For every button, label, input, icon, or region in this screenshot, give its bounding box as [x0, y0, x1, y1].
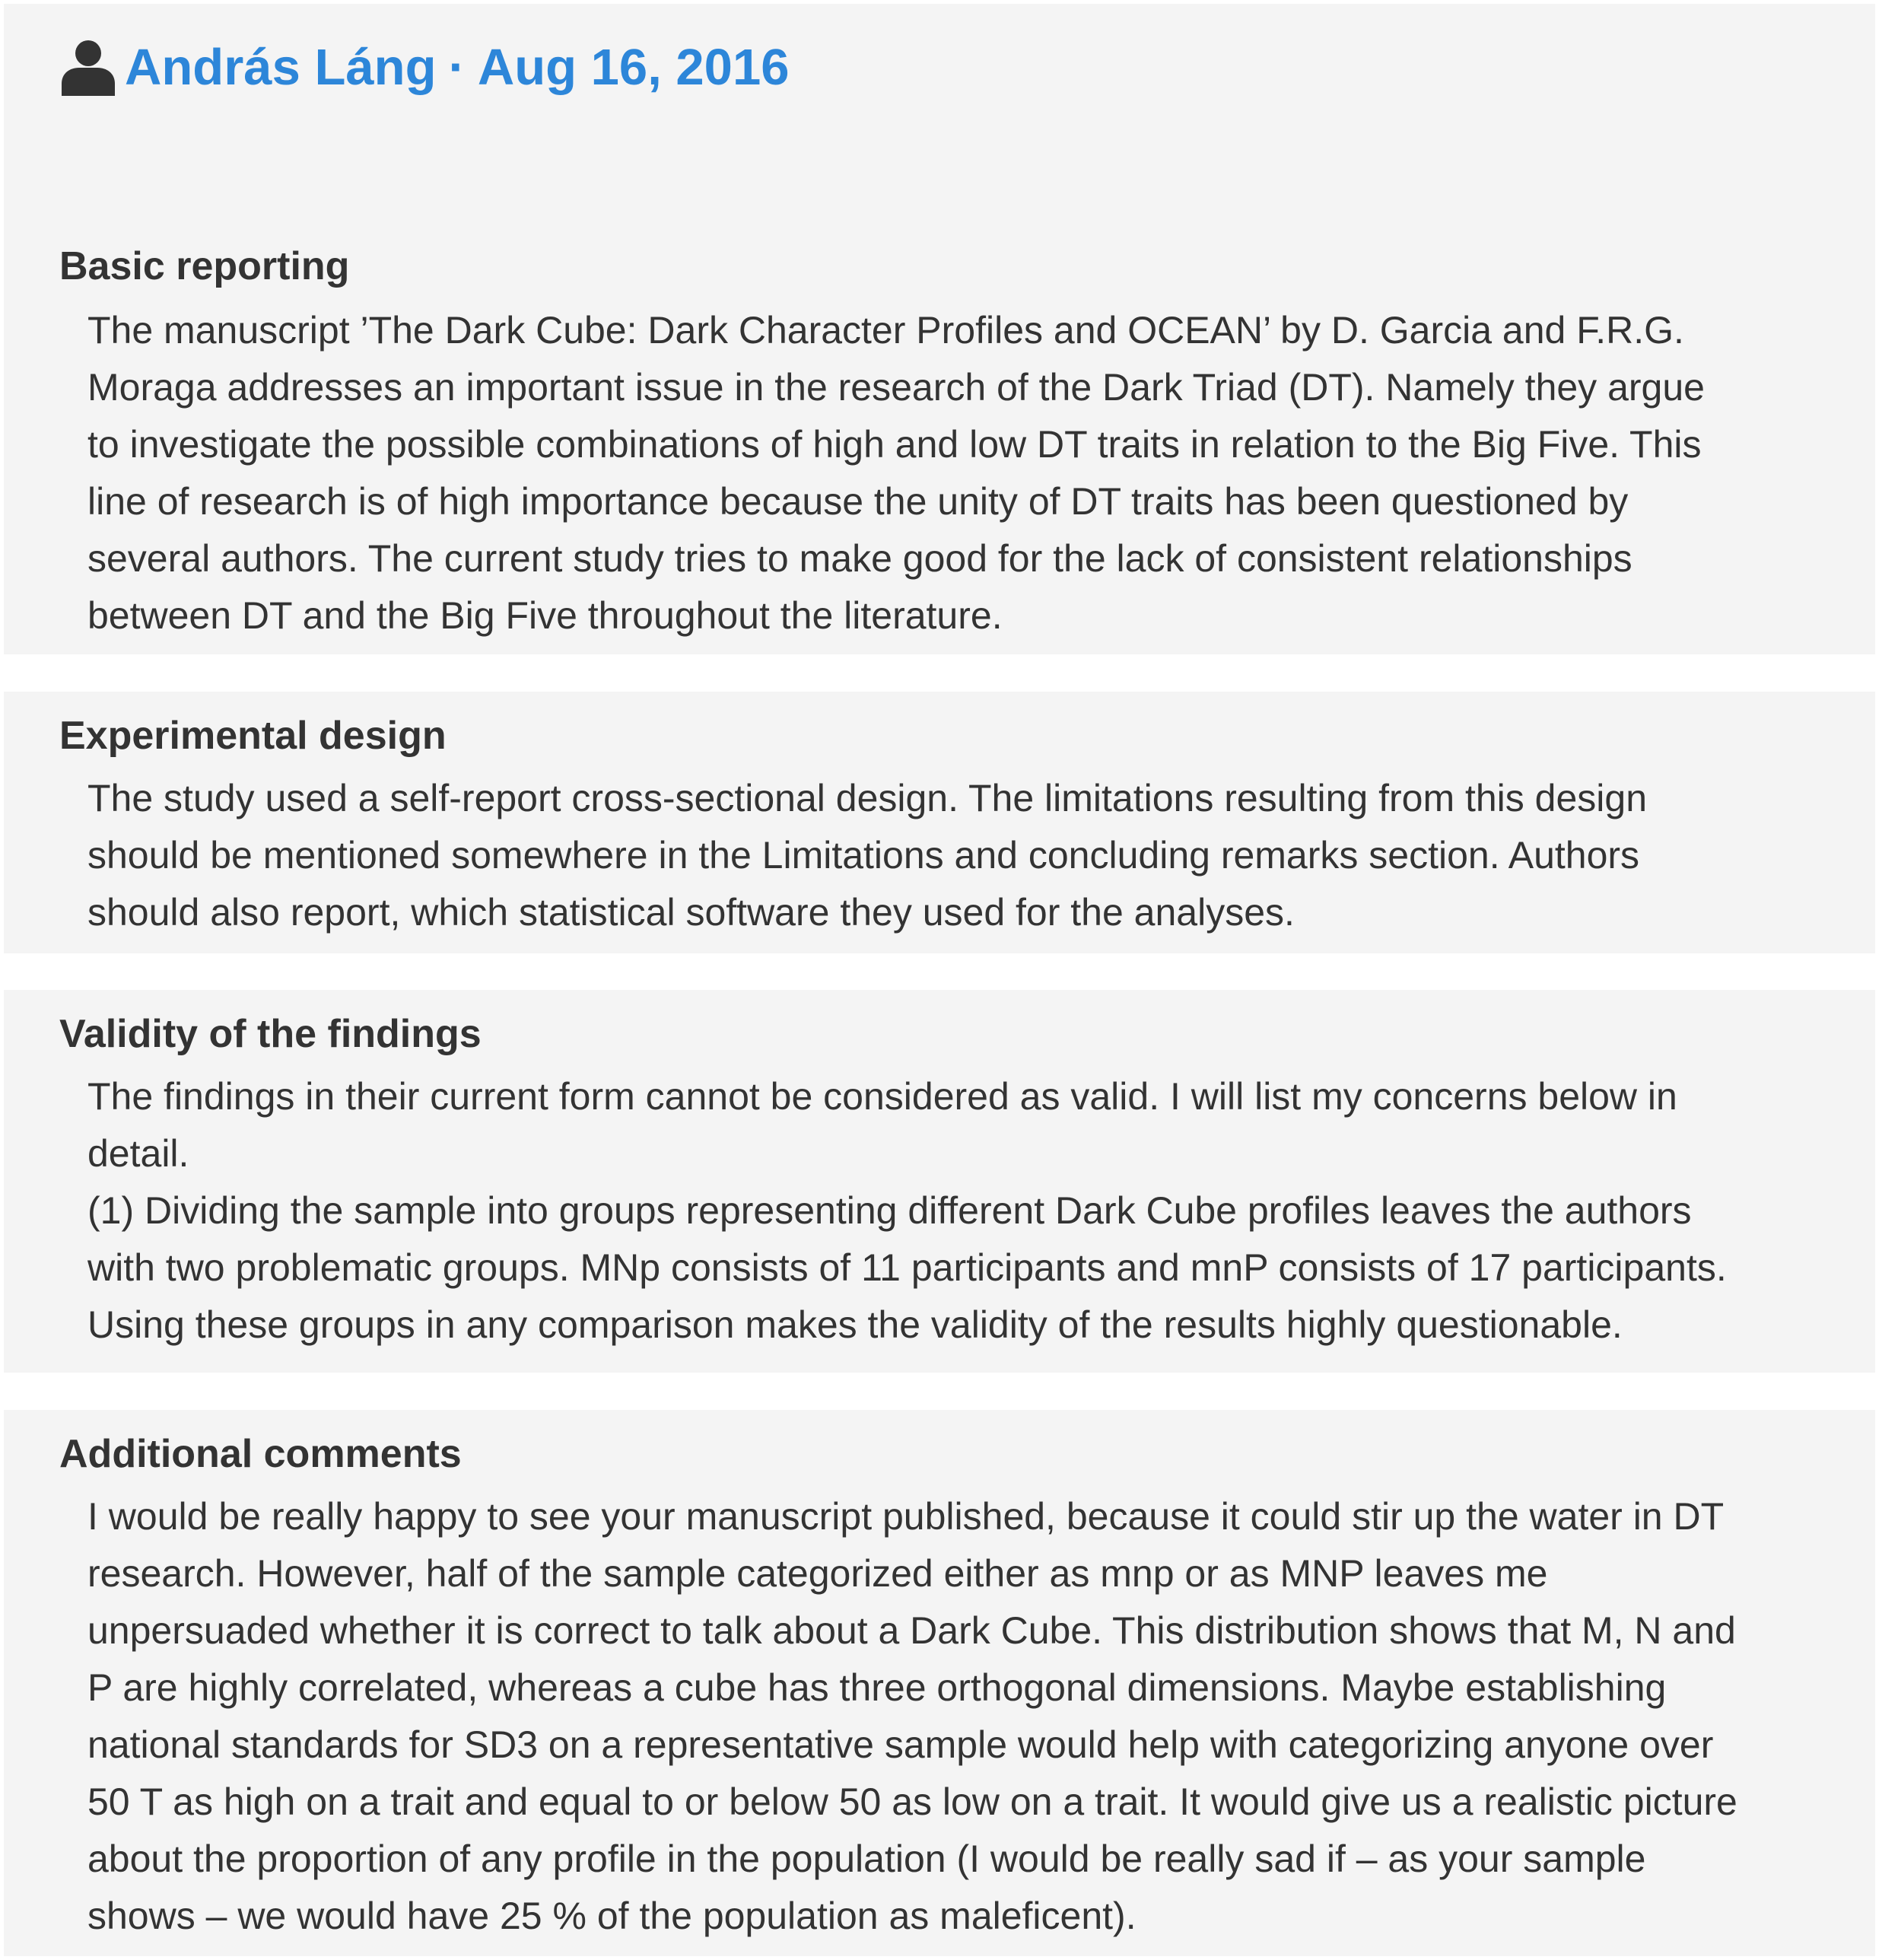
text-line: P are highly correlated, whereas a cube has three orthogonal dimensions. Maybe establishing: [87, 1666, 1667, 1709]
text-line: 50 T as high on a trait and equal to or below 50 as low on a trait. It would give us a realistic picture: [87, 1780, 1737, 1823]
section-body-experimental-design: [87, 770, 1830, 941]
section-title-basic-reporting: Basic reporting: [59, 244, 350, 288]
text-line: The manuscript ’The Dark Cube: Dark Character Profiles and OCEAN’ by D. Garcia and F.R.G.: [87, 309, 1684, 352]
reviewer-name-link[interactable]: András Láng: [125, 38, 437, 96]
section-body-additional-comments: [87, 1488, 1830, 1945]
text-line: about the proportion of any profile in the population (I would be really sad if – as your sample: [87, 1838, 1646, 1880]
text-line: to investigate the possible combinations of high and low DT traits in relation to the Big Five. This: [87, 423, 1702, 466]
review-panel-validity: [4, 990, 1875, 1373]
text-line: I would be really happy to see your manuscript published, because it could stir up the water in DT: [87, 1495, 1725, 1538]
text-line: should be mentioned somewhere in the Limitations and concluding remarks section. Authors: [87, 834, 1640, 877]
text-line: (1) Dividing the sample into groups representing different Dark Cube profiles leaves the authors: [87, 1189, 1692, 1232]
text-line: Using these groups in any comparison makes the validity of the results highly questionable.: [87, 1303, 1623, 1346]
text-line: national standards for SD3 on a representative sample would help with categorizing anyone over: [87, 1723, 1714, 1766]
review-panel-experimental-design: [4, 692, 1875, 953]
section-body-validity: [87, 1068, 1830, 1354]
text-line: detail.: [87, 1132, 189, 1175]
review-header: [59, 33, 789, 101]
section-title-additional-comments: Additional comments: [59, 1432, 462, 1476]
section-body-basic-reporting: [87, 302, 1830, 644]
review-date-link[interactable]: Aug 16, 2016: [477, 38, 790, 96]
text-line: several authors. The current study tries to make good for the lack of consistent relationships: [87, 537, 1632, 580]
section-title-experimental-design: Experimental design: [59, 714, 447, 758]
text-line: unpersuaded whether it is correct to talk about a Dark Cube. This distribution shows that M, N and: [87, 1609, 1736, 1652]
text-line: The study used a self-report cross-sectional design. The limitations resulting from this design: [87, 777, 1648, 819]
text-line: should also report, which statistical software they used for the analyses.: [87, 891, 1295, 934]
section-title-validity: Validity of the findings: [59, 1012, 482, 1056]
text-line: line of research is of high importance because the unity of DT traits has been questioned by: [87, 480, 1629, 523]
header-separator: ·: [448, 38, 466, 96]
text-line: The findings in their current form cannot be considered as valid. I will list my concerns below in: [87, 1075, 1677, 1118]
user-icon: [59, 38, 117, 96]
text-line: with two problematic groups. MNp consists of 11 participants and mnP consists of 17 participants.: [87, 1246, 1727, 1289]
text-line: research. However, half of the sample categorized either as mnp or as MNP leaves me: [87, 1552, 1548, 1595]
review-panel-basic-reporting: [4, 4, 1875, 654]
review-panel-additional-comments: [4, 1410, 1875, 1956]
text-line: between DT and the Big Five throughout the literature.: [87, 594, 1003, 637]
text-line: Moraga addresses an important issue in the research of the Dark Triad (DT). Namely they argue: [87, 366, 1705, 409]
text-line: shows – we would have 25 % of the population as maleficent).: [87, 1895, 1137, 1937]
